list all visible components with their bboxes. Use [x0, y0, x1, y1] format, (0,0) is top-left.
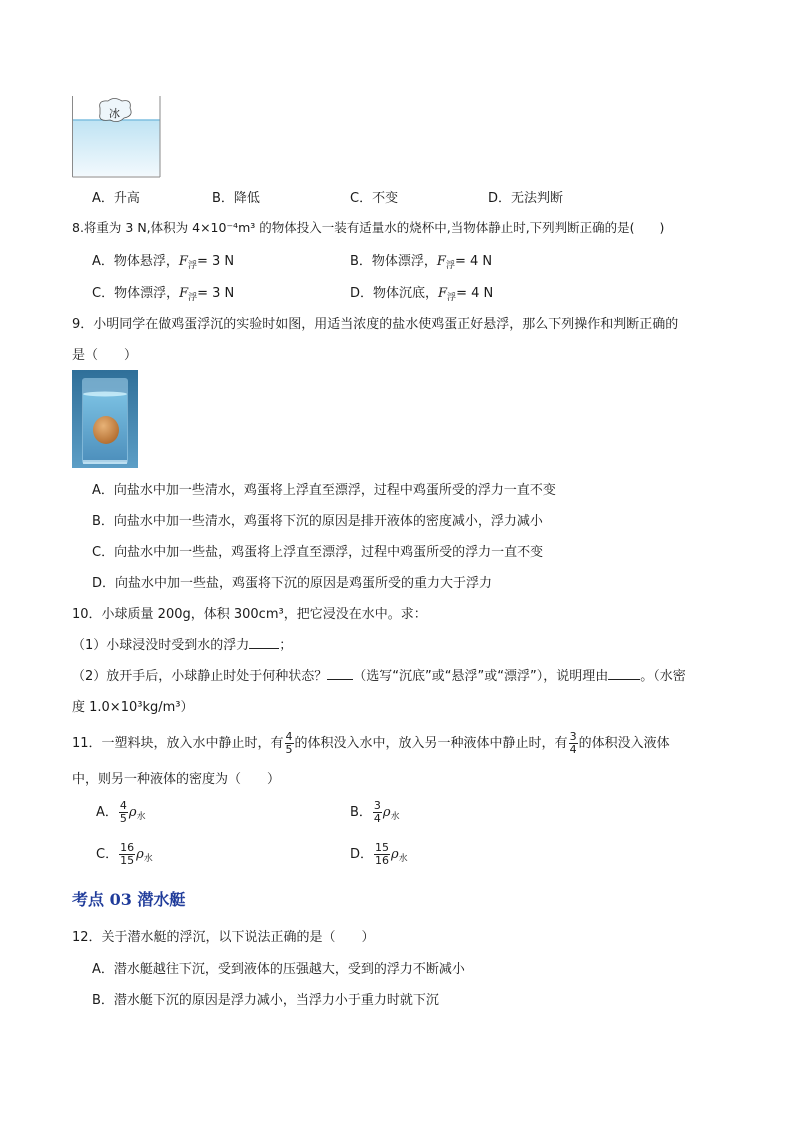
- q11-option-d: D． $\frac{15}{16}$ $\rho_水$: [350, 841, 408, 867]
- egg-beaker-photo: [72, 370, 138, 468]
- q7-option-d: D．无法判断: [488, 191, 564, 206]
- egg-in-saltwater-illustration: [72, 370, 138, 468]
- q9-option-b: B．向盐水中加一些清水，鸡蛋将下沉的原因是排开液体的密度减小，浮力减小: [92, 514, 543, 529]
- q9-stem-line1: 9．小明同学在做鸡蛋浮沉的实验时如图，用适当浓度的盐水使鸡蛋正好悬浮，那么下列操作和判断正确的: [72, 317, 679, 332]
- q9-option-c: C．向盐水中加一些盐，鸡蛋将上浮直至漂浮，过程中鸡蛋所受的浮力一直不变: [92, 545, 544, 560]
- q12-option-b: B．潜水艇下沉的原因是浮力减小，当浮力小于重力时就下沉: [92, 993, 439, 1008]
- q11-stem-line1: 11．一塑料块，放入水中静止时，有 $\frac{4}{5}$ 的体积没入水中，放入另一种液体中静止时，有 $\frac{3}{4}$ 的体积没入液体: [72, 730, 670, 756]
- q7-option-b: B．降低: [212, 191, 260, 206]
- fraction-3-4: $\frac{3}{4}$: [569, 730, 577, 756]
- q9-option-a: A．向盐水中加一些清水，鸡蛋将上浮直至漂浮，过程中鸡蛋所受的浮力一直不变: [92, 483, 556, 498]
- q10-blank-2: [327, 667, 353, 680]
- q10-blank-3: [608, 667, 640, 680]
- q9-option-d: D．向盐水中加一些盐，鸡蛋将下沉的原因是鸡蛋所受的重力大于浮力: [92, 576, 493, 591]
- q10-stem: 10．小球质量 200g，体积 300cm³，把它浸没在水中。求：: [72, 607, 427, 622]
- q10-part2-cont: 度 1.0×10³kg/m³）: [72, 700, 194, 715]
- q11-option-b: B． $\frac{3}{4}$ $\rho_水$: [350, 799, 400, 825]
- ice-label: 冰: [109, 107, 120, 120]
- q8-option-c: C．物体漂浮，$F_浮= 3$ N: [92, 286, 235, 303]
- q11-option-a: A． $\frac{4}{5}$ $\rho_水$: [96, 799, 146, 825]
- q8-stem: 8.将重为 3 N,体积为 4×10⁻⁴m³ 的物体投入一装有适量水的烧杯中,当物体静止时,下列判断正确的是( ): [72, 220, 665, 235]
- fraction-4-5: $\frac{4}{5}$: [285, 730, 293, 756]
- q12-option-a: A．潜水艇越往下沉，受到液体的压强越大，受到的浮力不断减小: [92, 962, 465, 977]
- q9-stem-line2: 是（ ）: [72, 348, 138, 363]
- q12-stem: 12．关于潜水艇的浮沉，以下说法正确的是（ ）: [72, 930, 375, 945]
- q8-option-d: D．物体沉底，$F_浮= 4$ N: [350, 286, 494, 303]
- q7-option-a: A．升高: [92, 191, 140, 206]
- section-heading-submarine: 考点 03 潜水艇: [72, 890, 186, 909]
- q10-part2: （2）放开手后，小球静止时处于何种状态？ （选写“沉底”或“悬浮”或“漂浮”），说明理由 。（水密: [72, 669, 686, 684]
- q8-option-a: A．物体悬浮，$F_浮= 3$ N: [92, 254, 235, 271]
- q11-option-c: C． $\frac{16}{15}$ $\rho_水$: [96, 841, 153, 867]
- q11-stem-line2: 中，则另一种液体的密度为（ ）: [72, 772, 281, 787]
- q10-part1: （1）小球浸没时受到水的浮力 ；: [72, 638, 293, 653]
- q7-option-c: C．不变: [350, 191, 399, 206]
- q8-option-b: B．物体漂浮，$F_浮= 4$ N: [350, 254, 493, 271]
- q10-blank-1: [249, 636, 279, 649]
- beaker-ice-figure: [72, 96, 162, 178]
